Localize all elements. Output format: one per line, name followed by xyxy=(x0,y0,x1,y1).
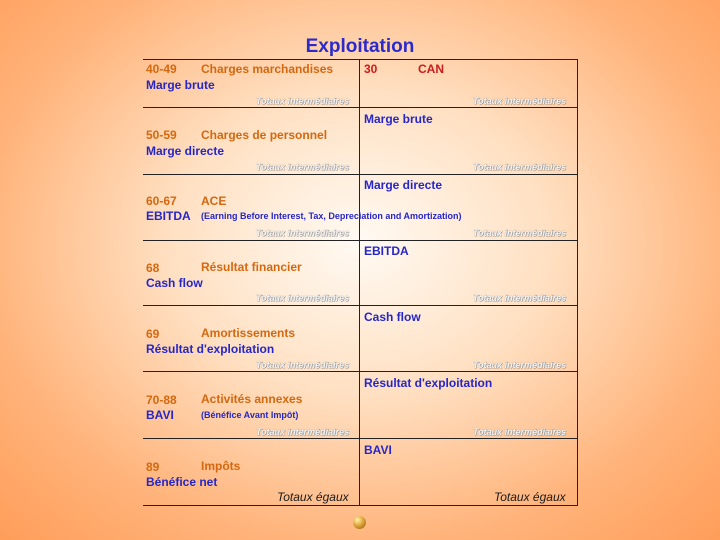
section-code: 89 xyxy=(146,460,160,474)
subtotal-right: Totaux intermédiaires xyxy=(473,96,567,106)
subtotal-left: Totaux intermédiaires xyxy=(256,427,350,437)
section-result: Marge directe xyxy=(146,144,225,158)
section-charge: Activités annexes xyxy=(201,392,303,406)
center-divider xyxy=(359,60,360,506)
right-result: Marge directe xyxy=(364,178,443,192)
subtotal-rule-4 xyxy=(143,305,578,306)
subtotal-left: Totaux intermédiaires xyxy=(256,293,350,303)
subtotal-rule-6 xyxy=(143,438,578,439)
subtotal-right: Totaux intermédiaires xyxy=(473,427,567,437)
subtotal-rule-1 xyxy=(143,107,578,108)
bavi-note: (Bénéfice Avant Impôt) xyxy=(201,410,299,420)
slide-bullet-icon xyxy=(353,516,366,529)
right-result: EBITDA xyxy=(364,244,409,258)
right-border xyxy=(577,60,578,506)
can-label: CAN xyxy=(418,62,444,76)
section-charge: Impôts xyxy=(201,459,241,473)
section-result: BAVI xyxy=(146,408,174,422)
section-code: 50-59 xyxy=(146,128,177,142)
section-code: 69 xyxy=(146,327,160,341)
section-result: Bénéfice net xyxy=(146,475,218,489)
section-charge: Charges de personnel xyxy=(201,128,328,142)
can-code: 30 xyxy=(364,62,378,76)
ebitda-note: (Earning Before Interest, Tax, Depreciation and Amortization) xyxy=(201,211,462,221)
right-result: Cash flow xyxy=(364,310,421,324)
subtotal-right: Totaux intermédiaires xyxy=(473,162,567,172)
section-code: 70-88 xyxy=(146,393,177,407)
subtotal-left: Totaux intermédiaires xyxy=(256,228,350,238)
subtotal-left: Totaux intermédiaires xyxy=(256,360,350,370)
subtotal-right: Totaux intermédiaires xyxy=(473,228,567,238)
section-charge: Amortissements xyxy=(201,326,296,340)
subtotal-right: Totaux intermédiaires xyxy=(473,360,567,370)
section-result: Résultat d'exploitation xyxy=(146,342,275,356)
page-title: Exploitation xyxy=(305,36,415,57)
section-result: Marge brute xyxy=(146,78,215,92)
subtotal-right: Totaux intermédiaires xyxy=(473,293,567,303)
final-rule xyxy=(143,505,578,506)
subtotal-rule-3 xyxy=(143,240,578,241)
section-result: Cash flow xyxy=(146,276,203,290)
final-total-right: Totaux égaux xyxy=(494,490,566,504)
final-total-left: Totaux égaux xyxy=(277,490,349,504)
subtotal-rule-5 xyxy=(143,371,578,372)
section-code: 40-49 xyxy=(146,62,177,76)
subtotal-rule-2 xyxy=(143,174,578,175)
right-result: Marge brute xyxy=(364,112,433,126)
right-result: BAVI xyxy=(364,443,392,457)
top-rule xyxy=(143,59,578,60)
section-result: EBITDA xyxy=(146,209,191,223)
section-charge: Charges marchandises xyxy=(201,62,334,76)
section-code: 68 xyxy=(146,261,160,275)
subtotal-left: Totaux intermédiaires xyxy=(256,162,350,172)
right-result: Résultat d'exploitation xyxy=(364,376,493,390)
section-code: 60-67 xyxy=(146,194,177,208)
subtotal-left: Totaux intermédiaires xyxy=(256,96,350,106)
section-charge: Résultat financier xyxy=(201,260,302,274)
section-charge: ACE xyxy=(201,194,227,208)
